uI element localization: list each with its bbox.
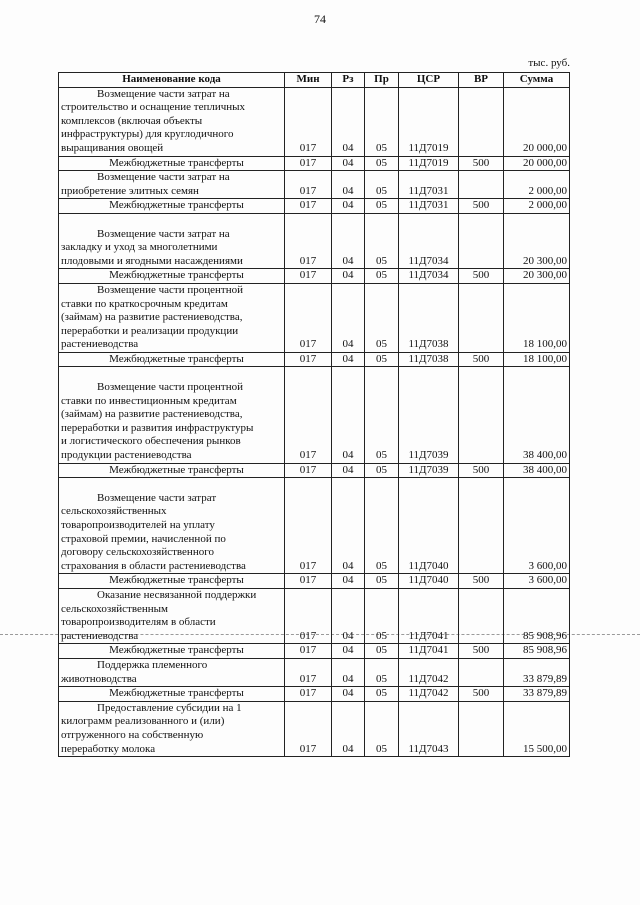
cell-sum: 15 500,00 [504, 701, 570, 756]
cell-min: 017 [285, 367, 332, 463]
cell-csr: 11Д7041 [399, 588, 459, 643]
cell-name [59, 701, 285, 756]
cell-pr: 05 [365, 283, 399, 352]
cell-name-line [61, 367, 282, 381]
table-row-transfer [59, 156, 570, 171]
cell-min: 017 [285, 588, 332, 643]
cell-name-line: Возмещение части затрат на [97, 227, 230, 240]
cell-name-line: закладку и уход за многолетними [61, 241, 218, 254]
cell-name-line: переработки и развития инфраструктуры [61, 421, 254, 434]
cell-csr: 11Д7038 [399, 352, 459, 367]
cell-name [59, 87, 285, 156]
cell-min: 017 [285, 156, 332, 171]
cell-pr: 05 [365, 367, 399, 463]
cell-name [59, 658, 285, 686]
table-row-transfer [59, 687, 570, 702]
cell-csr: 11Д7040 [399, 478, 459, 574]
cell-name-line: сельскохозяйственным [61, 602, 168, 615]
cell-pr: 05 [365, 213, 399, 268]
cell-sum: 38 400,00 [504, 367, 570, 463]
cell-min: 017 [285, 687, 332, 702]
cell-csr: 11Д7031 [399, 171, 459, 199]
cell-name-line: Возмещение части затрат на [97, 171, 230, 184]
table-row-transfer [59, 644, 570, 659]
cell-name-line: Возмещение части затрат на [97, 87, 230, 100]
cell-name-line: (займам) на развитие растениеводства, [61, 311, 243, 324]
cell-vr: 500 [459, 463, 504, 478]
cell-rz: 04 [332, 283, 365, 352]
cell-csr: 11Д7040 [399, 574, 459, 589]
cell-min: 017 [285, 269, 332, 284]
cell-name-line: строительство и оснащение тепличных [61, 101, 246, 114]
table-row-transfer [59, 269, 570, 284]
cell-name-line: страховой премии, начисленной по [61, 532, 226, 545]
cell-name [59, 574, 285, 589]
cell-csr: 11Д7043 [399, 701, 459, 756]
cell-name-line: Межбюджетные трансферты [109, 644, 244, 657]
cell-rz: 04 [332, 687, 365, 702]
cell-vr: 500 [459, 687, 504, 702]
cell-name-line: плодовыми и ягодными насаждениями [61, 254, 243, 267]
cell-sum: 85 908,96 [504, 588, 570, 643]
cell-csr: 11Д7019 [399, 87, 459, 156]
cell-csr: 11Д7041 [399, 644, 459, 659]
cell-vr: 500 [459, 644, 504, 659]
cell-name-line: Предоставление субсидии на 1 [97, 701, 242, 714]
cell-vr: 500 [459, 269, 504, 284]
cell-rz: 04 [332, 213, 365, 268]
cell-rz: 04 [332, 87, 365, 156]
cell-name-line: ставки по краткосрочным кредитам [61, 297, 228, 310]
cell-name-line: килограмм реализованного и (или) [61, 715, 225, 728]
cell-rz: 04 [332, 574, 365, 589]
cell-name-line: Возмещение части затрат [97, 491, 217, 504]
cell-name [59, 156, 285, 171]
cell-vr [459, 478, 504, 574]
cell-name-line: (займам) на развитие растениеводства, [61, 408, 243, 421]
cell-sum: 18 100,00 [504, 283, 570, 352]
cell-sum: 33 879,89 [504, 658, 570, 686]
cell-vr [459, 283, 504, 352]
cell-name [59, 588, 285, 643]
cell-vr [459, 213, 504, 268]
cell-pr: 05 [365, 352, 399, 367]
cell-pr: 05 [365, 87, 399, 156]
cell-name [59, 283, 285, 352]
table-row-transfer [59, 574, 570, 589]
cell-min: 017 [285, 171, 332, 199]
cell-pr: 05 [365, 156, 399, 171]
cell-name-line: отгруженного на собственную [61, 728, 204, 741]
cell-rz: 04 [332, 463, 365, 478]
cell-csr: 11Д7042 [399, 687, 459, 702]
cell-name-line: Межбюджетные трансферты [109, 463, 244, 476]
cell-sum: 2 000,00 [504, 171, 570, 199]
cell-name [59, 352, 285, 367]
cell-name-line: ставки по инвестиционным кредитам [61, 394, 237, 407]
cell-vr [459, 588, 504, 643]
cell-pr: 05 [365, 588, 399, 643]
cell-vr [459, 367, 504, 463]
cell-name-line: продукции растениеводства [61, 449, 192, 462]
cell-name-line: растениеводства [61, 629, 139, 642]
cell-sum: 20 300,00 [504, 213, 570, 268]
cell-name-line: переработку молока [61, 742, 156, 755]
cell-pr: 05 [365, 269, 399, 284]
cell-rz: 04 [332, 644, 365, 659]
cell-min: 017 [285, 213, 332, 268]
cell-pr: 05 [365, 463, 399, 478]
cell-name-line: Оказание несвязанной поддержки [97, 588, 257, 601]
cell-min: 017 [285, 701, 332, 756]
cell-rz: 04 [332, 588, 365, 643]
table-row [59, 701, 570, 756]
cell-min: 017 [285, 644, 332, 659]
cell-min: 017 [285, 463, 332, 478]
cell-min: 017 [285, 658, 332, 686]
table-row [59, 588, 570, 643]
cell-name-line: Межбюджетные трансферты [109, 687, 244, 700]
cell-sum: 18 100,00 [504, 352, 570, 367]
budget-table [58, 72, 570, 757]
cell-rz: 04 [332, 156, 365, 171]
header-min: Мин [285, 73, 332, 88]
cell-sum: 33 879,89 [504, 687, 570, 702]
cell-name-line: Возмещение части процентной [97, 381, 243, 394]
header-sum: Сумма [504, 73, 570, 88]
table-row [59, 87, 570, 156]
cell-sum: 3 600,00 [504, 574, 570, 589]
table-row-transfer [59, 352, 570, 367]
cell-sum: 38 400,00 [504, 463, 570, 478]
cell-csr: 11Д7039 [399, 463, 459, 478]
table-row [59, 171, 570, 199]
cell-csr: 11Д7038 [399, 283, 459, 352]
cell-name-line: товаропроизводителей на уплату [61, 519, 215, 531]
cell-csr: 11Д7039 [399, 367, 459, 463]
cell-name-line: Поддержка племенного [97, 658, 208, 671]
table-row-transfer [59, 199, 570, 214]
cell-min: 017 [285, 574, 332, 589]
cell-csr: 11Д7034 [399, 213, 459, 268]
cell-pr: 05 [365, 701, 399, 756]
cell-vr: 500 [459, 199, 504, 214]
cell-name-line: выращивания овощей [61, 141, 164, 154]
cell-csr: 11Д7019 [399, 156, 459, 171]
cell-rz: 04 [332, 658, 365, 686]
cell-name-line: Межбюджетные трансферты [109, 199, 244, 212]
cell-name-line: Межбюджетные трансферты [109, 574, 244, 587]
cell-name-line: приобретение элитных семян [61, 184, 199, 197]
cell-name-line: Межбюджетные трансферты [109, 269, 244, 282]
cell-name-line: и логистического обеспечения рынков [61, 435, 241, 448]
cell-rz: 04 [332, 352, 365, 367]
cell-rz: 04 [332, 367, 365, 463]
cell-csr: 11Д7031 [399, 199, 459, 214]
cell-min: 017 [285, 87, 332, 156]
cell-min: 017 [285, 283, 332, 352]
cell-name-line: переработки и реализации продукции [61, 324, 239, 337]
cell-vr [459, 171, 504, 199]
cell-name-line: договору сельскохозяйственного [61, 546, 214, 559]
cell-pr: 05 [365, 171, 399, 199]
header-rz: Рз [332, 73, 365, 88]
cell-min: 017 [285, 352, 332, 367]
cell-sum: 2 000,00 [504, 199, 570, 214]
page-number: 74 [314, 12, 326, 26]
cell-name-line: Возмещение части процентной [97, 283, 243, 296]
table-row-transfer [59, 463, 570, 478]
cell-name-line: животноводства [61, 672, 137, 685]
cell-name-line: комплексов (включая объекты [61, 114, 203, 127]
cell-rz: 04 [332, 478, 365, 574]
cell-vr [459, 701, 504, 756]
cell-name-line: товаропроизводителям в области [61, 616, 216, 629]
cell-vr: 500 [459, 156, 504, 171]
cell-name [59, 367, 285, 463]
cell-vr [459, 87, 504, 156]
units-label: тыс. руб. [528, 57, 570, 69]
cell-name [59, 687, 285, 702]
cell-name-line: инфраструктуры) для круглодичного [61, 128, 234, 141]
cell-pr: 05 [365, 574, 399, 589]
cell-name [59, 171, 285, 199]
header-name: Наименование кода [59, 73, 285, 88]
cell-rz: 04 [332, 269, 365, 284]
cell-min: 017 [285, 478, 332, 574]
cell-name-line: сельскохозяйственных [61, 505, 167, 518]
cell-vr [459, 658, 504, 686]
cell-name-line: растениеводства [61, 338, 139, 351]
cell-name-line: страхования в области растениеводства [61, 559, 246, 572]
cell-pr: 05 [365, 199, 399, 214]
cell-name [59, 463, 285, 478]
cell-pr: 05 [365, 478, 399, 574]
cell-rz: 04 [332, 701, 365, 756]
cell-min: 017 [285, 199, 332, 214]
cell-pr: 05 [365, 658, 399, 686]
cell-sum: 3 600,00 [504, 478, 570, 574]
cell-csr: 11Д7034 [399, 269, 459, 284]
table-body [59, 87, 570, 757]
cell-sum: 20 300,00 [504, 269, 570, 284]
header-csr: ЦСР [399, 73, 459, 88]
table-header-row [59, 73, 570, 88]
cell-csr: 11Д7042 [399, 658, 459, 686]
header-pr: Пр [365, 73, 399, 88]
cell-sum: 85 908,96 [504, 644, 570, 659]
table-row [59, 367, 570, 463]
header-vr: ВР [459, 73, 504, 88]
table-row [59, 658, 570, 686]
cell-sum: 20 000,00 [504, 87, 570, 156]
cell-name [59, 478, 285, 574]
cell-name-line [61, 214, 282, 228]
cell-pr: 05 [365, 687, 399, 702]
cell-name [59, 199, 285, 214]
cell-name-line [61, 478, 282, 492]
cell-name-line: Межбюджетные трансферты [109, 352, 244, 365]
table-row [59, 478, 570, 574]
cell-rz: 04 [332, 199, 365, 214]
table-row [59, 283, 570, 352]
cell-vr: 500 [459, 574, 504, 589]
cell-name [59, 644, 285, 659]
cell-vr: 500 [459, 352, 504, 367]
cell-pr: 05 [365, 644, 399, 659]
cell-sum: 20 000,00 [504, 156, 570, 171]
cell-name [59, 213, 285, 268]
cell-name-line: Межбюджетные трансферты [109, 156, 244, 169]
cell-rz: 04 [332, 171, 365, 199]
table-row [59, 213, 570, 268]
cell-name [59, 269, 285, 284]
